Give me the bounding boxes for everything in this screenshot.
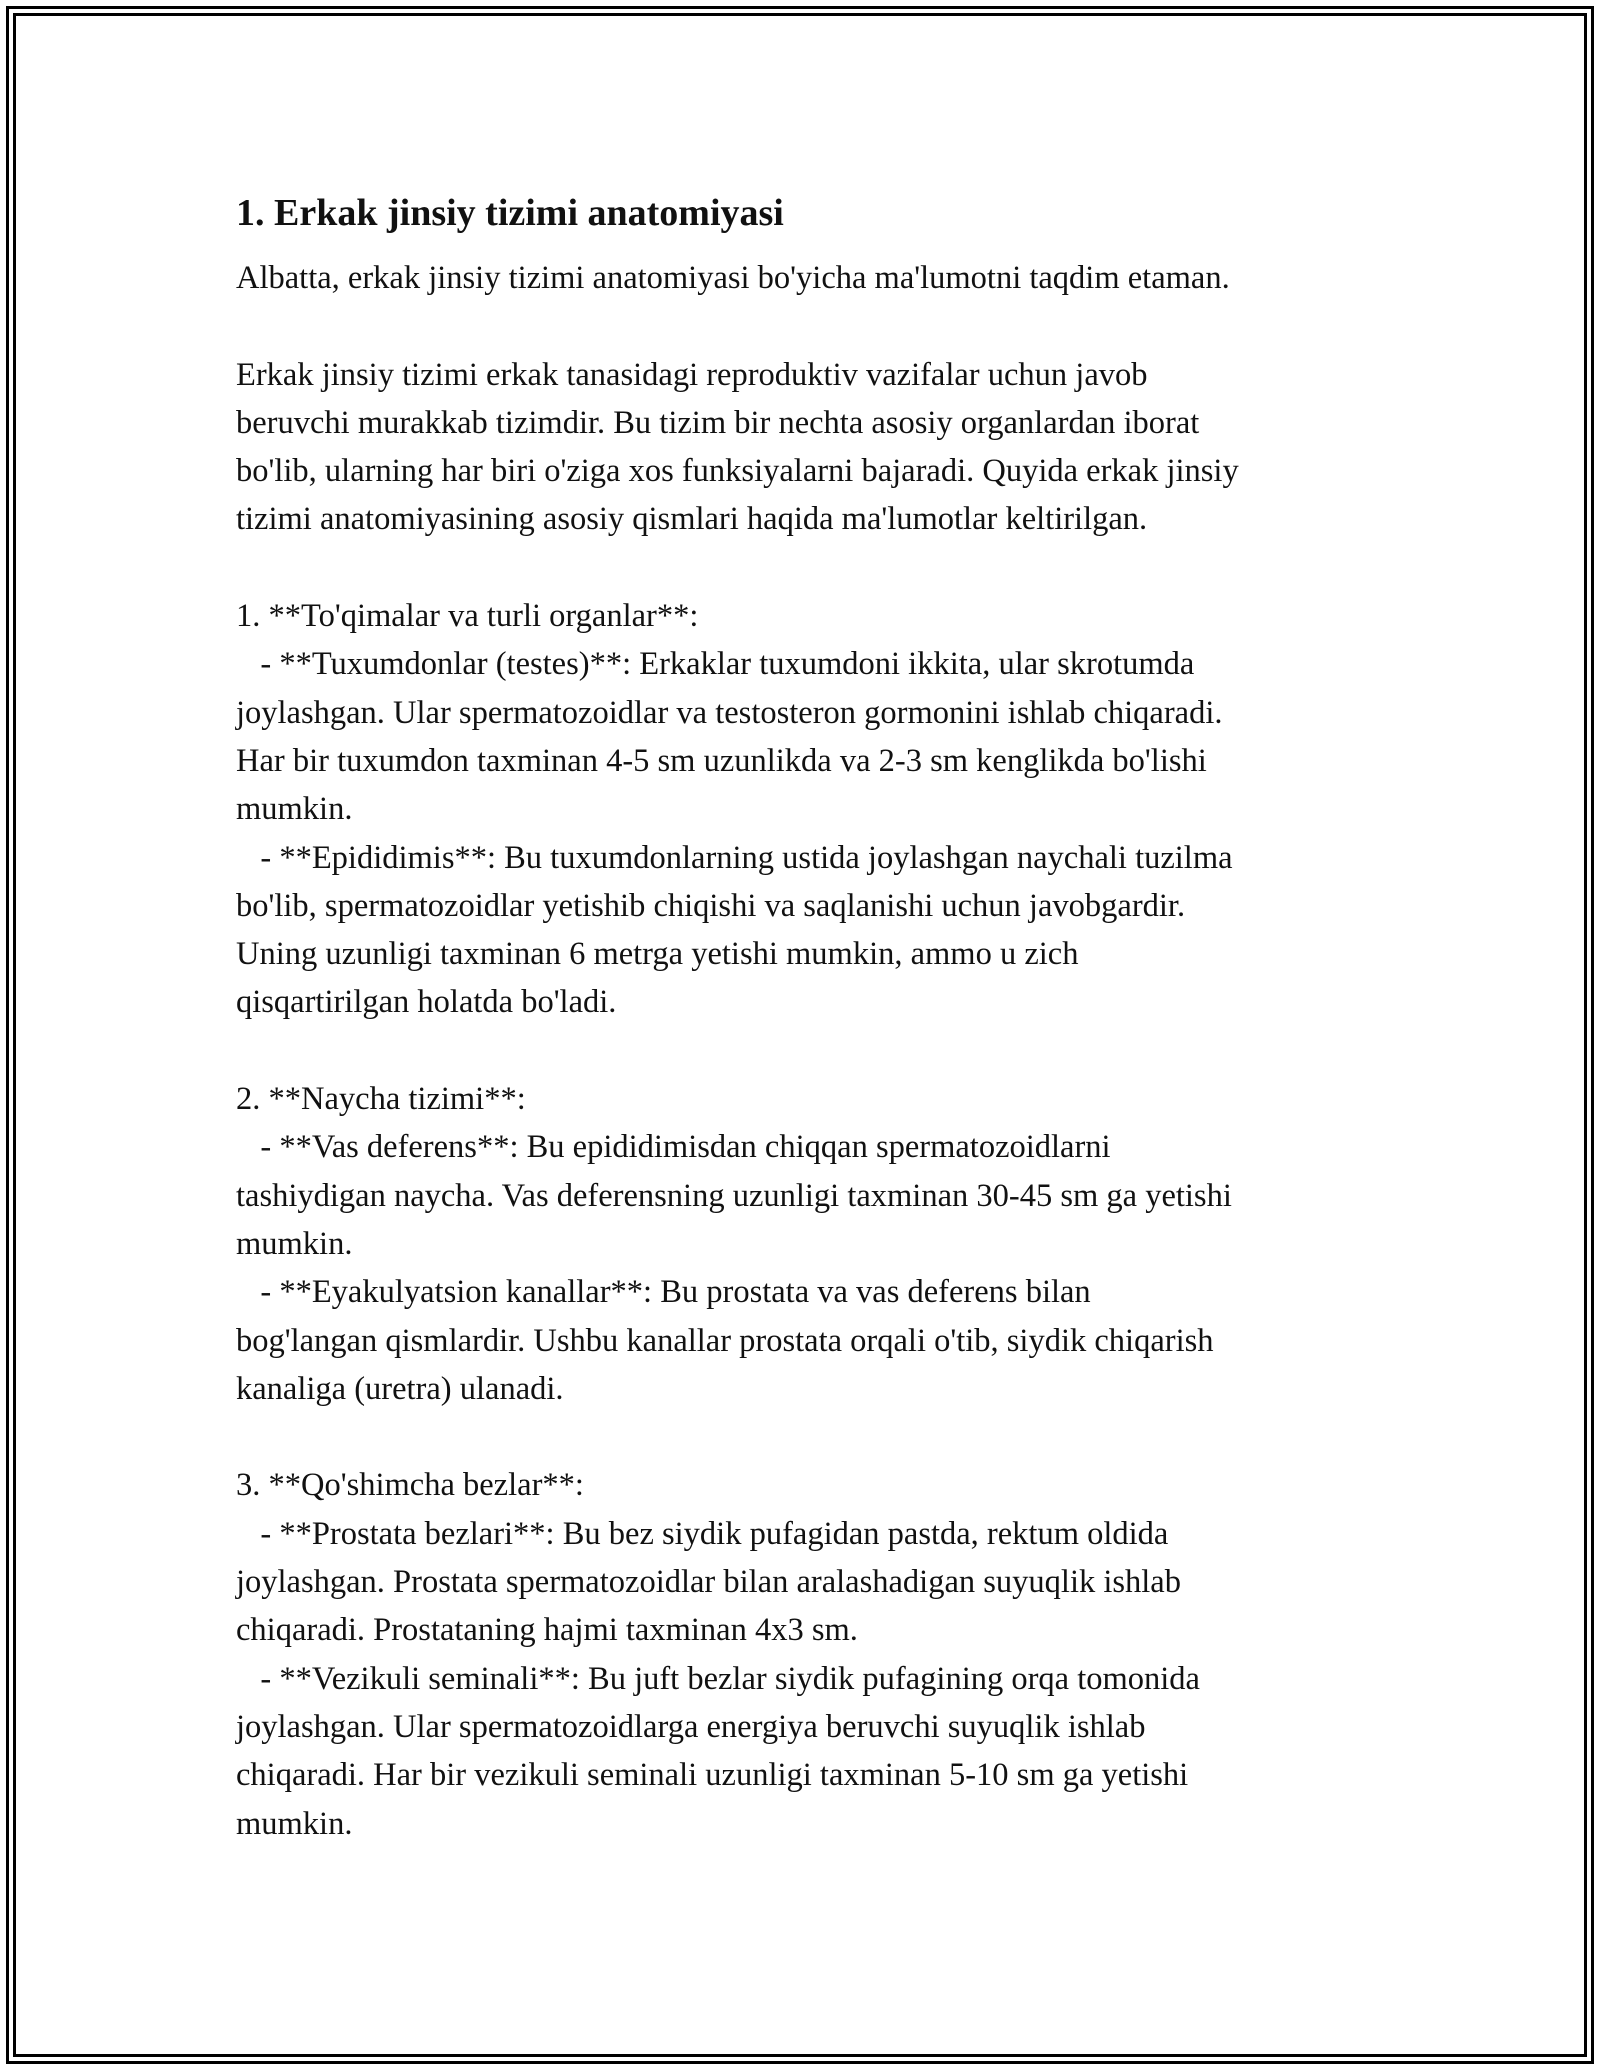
text-line: mumkin. bbox=[236, 1225, 353, 1262]
text-line: Albatta, erkak jinsiy tizimi anatomiyasi bo'yicha ma'lumotni taqdim etaman. bbox=[236, 260, 1230, 296]
text-line: - **Prostata bezlari**: Bu bez siydik pufagidan pastda, rektum oldida bbox=[236, 1515, 1169, 1552]
text-line: - **Tuxumdonlar (testes)**: Erkaklar tuxumdoni ikkita, ular skrotumda bbox=[236, 646, 1195, 683]
text-line: - **Epididimis**: Bu tuxumdonlarning ustida joylashgan naychali tuzilma bbox=[236, 839, 1233, 876]
section-title: 1. Erkak jinsiy tizimi anatomiyasi bbox=[236, 192, 784, 234]
text-line: mumkin. bbox=[236, 791, 353, 828]
text-line: Uning uzunligi taxminan 6 metrga yetishi mumkin, ammo u zich bbox=[236, 936, 1079, 973]
text-line: - **Vezikuli seminali**: Bu juft bezlar siydik pufagining orqa tomonida bbox=[236, 1660, 1200, 1697]
text-line: joylashgan. Prostata spermatozoidlar bilan aralashadigan suyuqlik ishlab bbox=[236, 1564, 1181, 1601]
blank-line bbox=[236, 1413, 1386, 1461]
text-line: qisqartirilgan holatda bo'ladi. bbox=[236, 984, 617, 1021]
blank-line bbox=[236, 302, 1386, 350]
text-line: bo'lib, spermatozoidlar yetishib chiqishi va saqlanishi uchun javobgardir. bbox=[236, 887, 1186, 924]
text-line: joylashgan. Ular spermatozoidlarga energiya beruvchi suyuqlik ishlab bbox=[236, 1708, 1146, 1745]
text-line: - **Eyakulyatsion kanallar**: Bu prostata va vas deferens bilan bbox=[236, 1274, 1091, 1311]
text-line: bog'langan qismlardir. Ushbu kanallar prostata orqali o'tib, siydik chiqarish bbox=[236, 1322, 1214, 1359]
text-line: 2. **Naycha tizimi**: bbox=[236, 1081, 526, 1118]
text-line: beruvchi murakkab tizimdir. Bu tizim bir nechta asosiy organlardan iborat bbox=[236, 404, 1200, 441]
text-line: 3. **Qo'shimcha bezlar**: bbox=[236, 1467, 584, 1504]
text-line: kanaliga (uretra) ulanadi. bbox=[236, 1370, 564, 1407]
body-text bbox=[236, 254, 1386, 1848]
text-line: 1. **To'qimalar va turli organlar**: bbox=[236, 598, 699, 635]
text-line: Har bir tuxumdon taxminan 4-5 sm uzunlikda va 2-3 sm kenglikda bo'lishi bbox=[236, 742, 1207, 779]
text-line: tizimi anatomiyasining asosiy qismlari haqida ma'lumotlar keltirilgan. bbox=[236, 501, 1148, 538]
text-line: Erkak jinsiy tizimi erkak tanasidagi reproduktiv vazifalar uchun javob bbox=[236, 356, 1148, 393]
text-line: chiqaradi. Har bir vezikuli seminali uzunligi taxminan 5-10 sm ga yetishi bbox=[236, 1757, 1189, 1794]
document-content bbox=[236, 184, 1386, 1848]
blank-line bbox=[236, 1027, 1386, 1075]
text-line: chiqaradi. Prostataning hajmi taxminan 4x3 sm. bbox=[236, 1612, 858, 1649]
text-line: tashiydigan naycha. Vas deferensning uzunligi taxminan 30-45 sm ga yetishi bbox=[236, 1177, 1232, 1214]
text-line: bo'lib, ularning har biri o'ziga xos funksiyalarni bajaradi. Quyida erkak jinsiy bbox=[236, 453, 1239, 490]
text-line: - **Vas deferens**: Bu epididimisdan chiqqan spermatozoidlarni bbox=[236, 1129, 1111, 1166]
text-line: joylashgan. Ular spermatozoidlar va testosteron gormonini ishlab chiqaradi. bbox=[236, 694, 1223, 731]
blank-line bbox=[236, 544, 1386, 592]
text-line: mumkin. bbox=[236, 1805, 353, 1842]
